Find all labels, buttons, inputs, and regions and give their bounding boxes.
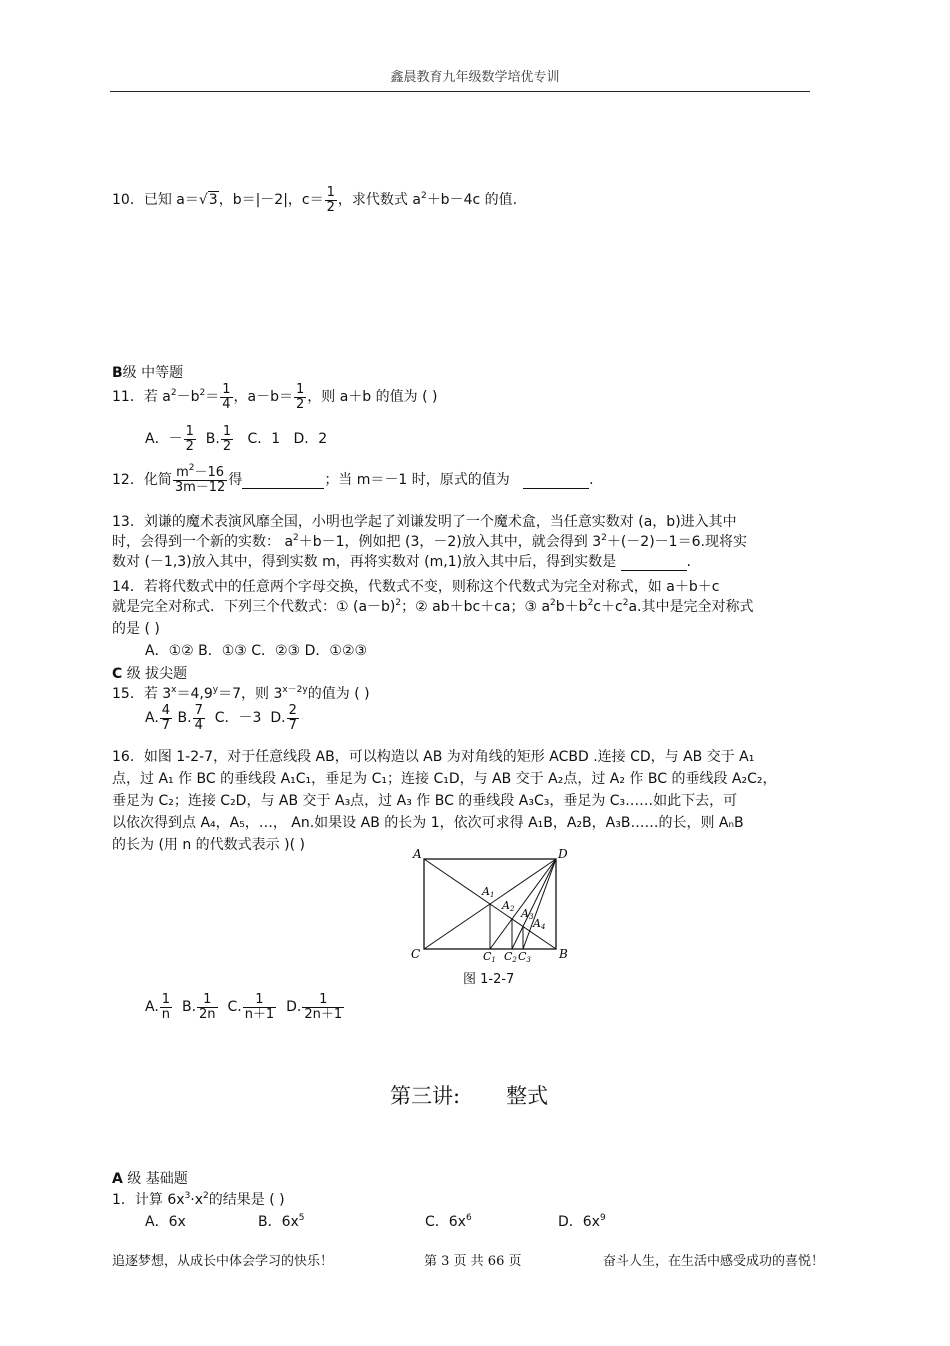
option-b: B. [181, 999, 197, 1016]
q1-option-a: A．6x [145, 1214, 186, 1230]
q15-text: ＝4,9 [176, 686, 213, 702]
label-c3: C3 [518, 950, 531, 964]
question-10 [112, 186, 517, 214]
answer-blank[interactable] [523, 472, 589, 489]
footer-page-number: 第 3 页 共 66 页 [424, 1254, 522, 1269]
fraction: $\frac{1}{4}$ [222, 382, 231, 412]
chapter-title [390, 1080, 548, 1110]
q12-text: ；当 m＝－1 时，原式的值为 [324, 472, 510, 489]
option-d: D. [286, 999, 302, 1016]
q10-text: ，求代数式 a [337, 192, 421, 209]
level-text: 级 基础题 [122, 1171, 188, 1187]
q13-text: 数对 (－1,3)放入其中，得到实数 m，再将实数对 (m,1)放入其中后，得到实数是 [112, 554, 621, 570]
label-c2: C2 [504, 950, 517, 964]
q13-line3: 数对 (－1,3)放入其中，得到实数 m，再将实数对 (m,1)放入其中后，得到实数是 . [112, 554, 691, 570]
q10-text: 已知 a＝ [143, 192, 199, 209]
exponent: 2 [622, 598, 629, 608]
q11-num: 11． [112, 389, 144, 406]
q1-option-c: C．$6x^6$ [425, 1213, 472, 1230]
q11-options [145, 425, 327, 453]
fraction: $\frac{1}{2}$ [222, 424, 232, 454]
exponent: 2 [199, 388, 206, 399]
option-a: A. [145, 710, 159, 727]
q15-text: 15．若 3 [112, 686, 172, 702]
q12-text: . [589, 472, 594, 489]
q12-text: 得 [228, 472, 243, 489]
exponent: 2 [395, 598, 402, 608]
q1-option-b: B．$6x^5$ [258, 1213, 305, 1230]
answer-blank[interactable] [242, 472, 324, 489]
q13-line2 [112, 531, 747, 551]
label-a1: A1 [482, 885, 495, 899]
q11-text: －b [176, 389, 200, 406]
q14-text: b＋b [555, 599, 588, 615]
q14-options: A．①② B．①③ C．②③ D．①②③ [145, 643, 368, 659]
q1-text: ·x [190, 1192, 204, 1208]
option-a: A. [145, 999, 159, 1016]
q10-text: ，b＝|－2|，c＝ [218, 192, 324, 209]
chapter-label: 第三讲: [390, 1084, 461, 1108]
level-text: 级 拔尖题 [122, 666, 188, 682]
q16-options [145, 993, 345, 1021]
question-11 [112, 383, 437, 411]
exponent: 2 [293, 533, 299, 543]
q14-line3: 的是 ( ) [112, 621, 160, 637]
question-1 [112, 1189, 285, 1209]
chapter-name: 整式 [506, 1084, 549, 1108]
q14-text: a.其中是完全对称式 [628, 599, 754, 615]
label-c1: C1 [483, 950, 496, 964]
q14-text: 就是完全对称式．下列三个代数式：① (a－b) [112, 599, 396, 615]
exponent: y [212, 685, 219, 695]
q10-num: 10． [112, 192, 144, 209]
q14-line1: 14．若将代数式中的任意两个字母交换，代数式不变，则称这个代数式为完全对称式，如 a＋b＋c [112, 579, 720, 595]
fraction: $\frac{1}{n}$ [161, 992, 171, 1022]
option-b: B. [177, 710, 192, 727]
exponent: x [171, 685, 177, 695]
label-a: A [413, 847, 422, 861]
q16-line2: 点，过 A₁ 作 BC 的垂线段 A₁C₁，垂足为 C₁；连接 C₁D，与 AB 交于 A₂点，过 A₂ 作 BC 的垂线段 A₂C₂， [112, 771, 777, 787]
q11-text: ＝ [205, 389, 220, 406]
q13-text: ＋(－2)－1＝6.现将实 [606, 534, 747, 550]
footer-right: 奋斗人生，在生活中感受成功的喜悦！ [603, 1254, 825, 1269]
label-b: B [559, 947, 568, 961]
q11-text: 若 a [143, 389, 171, 406]
figure-caption: 图 1-2-7 [463, 972, 515, 987]
q16-line3: 垂足为 C₂；连接 C₂D，与 AB 交于 A₃点，过 A₃ 作 BC 的垂线段 A₃C₃，垂足为 C₃……如此下去，可 [112, 793, 738, 809]
question-12 [112, 463, 594, 495]
header-rule [110, 91, 810, 92]
q1-text: 的结果是 ( ) [208, 1192, 285, 1208]
label-a4: A4 [533, 917, 546, 931]
q1-text: 1．计算 6x [112, 1192, 185, 1208]
level-label: C [112, 666, 123, 682]
q12-num: 12．化简 [112, 472, 172, 489]
q10-text: ＋b－4c 的值. [426, 192, 518, 209]
exponent: x－2y [282, 685, 308, 695]
q15-options [145, 704, 300, 732]
fraction: $\frac{1}{n+1}$ [244, 992, 275, 1022]
option-c: C．－3 [214, 710, 262, 727]
fraction: $\frac{7}{4}$ [194, 703, 203, 733]
fraction: $\frac{1}{2n+1}$ [304, 992, 343, 1022]
page-header: 鑫晨教育九年级数学培优专训 [390, 70, 560, 85]
option-b: B. [205, 431, 220, 448]
exponent: 2 [587, 598, 594, 608]
exponent: 2 [420, 191, 427, 202]
q11-text: ，a－b＝ [233, 389, 293, 406]
q1-option-d: D．$6x^9$ [558, 1213, 606, 1230]
option-d: D. [270, 710, 286, 727]
figure-rectangle-diagram [405, 845, 580, 965]
level-b-heading [112, 362, 183, 382]
line-c3d [523, 859, 556, 949]
line-c2d [512, 859, 556, 949]
exponent: 2 [203, 1191, 209, 1201]
level-text: 级 中等题 [122, 365, 184, 381]
q16-line5: 的长为 (用 n 的代数式表示 )( ) [112, 837, 305, 853]
q14-text: c＋c [593, 599, 623, 615]
label-d: D [558, 847, 568, 861]
footer-left: 追逐梦想，从成长中体会学习的快乐！ [112, 1254, 334, 1269]
fraction: $\frac{1}{2}$ [295, 382, 305, 412]
q15-text: 的值为 ( ) [307, 686, 370, 702]
level-c-heading [112, 663, 187, 683]
level-label: B [112, 365, 123, 381]
question-15 [112, 683, 370, 703]
fraction: $\frac{4}{7}$ [161, 703, 171, 733]
fraction: $\frac{m^2-16}{3m-12}$ [174, 463, 226, 495]
sqrt-content: 3 [208, 192, 218, 209]
option-a: A．－ [145, 431, 183, 448]
q13-line1: 13．刘谦的魔术表演风靡全国，小明也学起了刘谦发明了一个魔术盒，当任意实数对 (a，b)进入其中 [112, 514, 737, 530]
q14-line2 [112, 596, 753, 616]
label-a2: A2 [502, 899, 515, 913]
fraction: $\frac{2}{7}$ [288, 703, 297, 733]
sqrt-symbol: √ [198, 192, 208, 209]
level-a-heading [112, 1168, 188, 1188]
fraction: $\frac{1}{2n}$ [199, 992, 216, 1022]
exponent: 2 [601, 533, 607, 543]
q11-text: ，则 a＋b 的值为 ( ) [307, 389, 438, 406]
q16-line1: 16．如图 1-2-7，对于任意线段 AB，可以构造以 AB 为对角线的矩形 ACBD .连接 CD，与 AB 交于 A₁ [112, 749, 755, 765]
fraction: $\frac{1}{2}$ [326, 185, 335, 215]
exponent: 2 [550, 598, 556, 608]
q13-text: 时，会得到一个新的实数： a [112, 534, 294, 550]
label-a3: A3 [521, 907, 534, 921]
level-label: A [112, 1171, 123, 1187]
option-d: D．2 [293, 431, 328, 448]
option-c: C. [227, 999, 242, 1016]
option-c: C．1 [247, 431, 281, 448]
exponent: 3 [184, 1191, 191, 1201]
q16-line4: 以依次得到点 A₄，A₅，…， An.如果设 AB 的长为 1，依次可求得 A₁B，A₂B，A₃B……的长，则 AₙB [112, 815, 744, 831]
fraction: $\frac{1}{2}$ [185, 424, 194, 454]
q14-text: ；② ab＋bc＋ca；③ a [401, 599, 551, 615]
q15-text: ＝7，则 3 [218, 686, 283, 702]
label-c: C [411, 947, 421, 961]
q13-text: ＋b－1，例如把 (3，－2)放入其中，就会得到 3 [298, 534, 602, 550]
answer-blank[interactable] [621, 554, 687, 571]
exponent: 2 [170, 388, 177, 399]
